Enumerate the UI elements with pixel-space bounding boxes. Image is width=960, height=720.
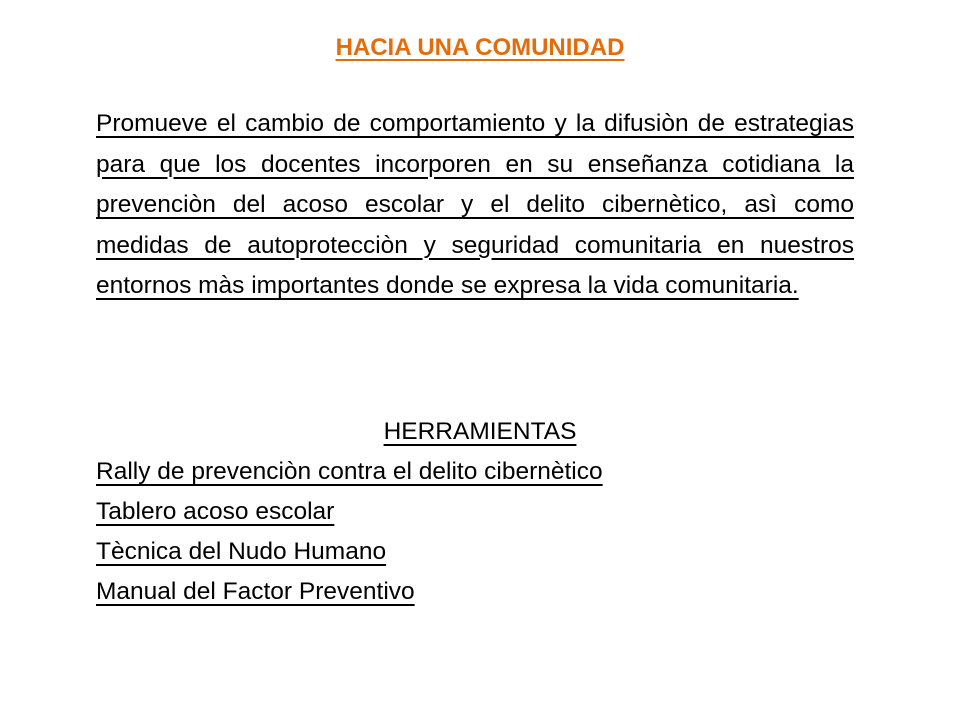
slide-title: HACIA UNA COMUNIDAD: [335, 34, 625, 61]
tool-item-nudo-humano: Tècnica del Nudo Humano: [96, 538, 387, 565]
tool-item-rally: Rally de prevenciòn contra el delito cibernètico: [96, 458, 603, 485]
tool-item-tablero: Tablero acoso escolar: [96, 498, 335, 525]
tool-item-manual: Manual del Factor Preventivo: [96, 578, 415, 605]
tools-heading: HERRAMIENTAS: [383, 418, 577, 445]
description-paragraph: Promueve el cambio de comportamiento y la difusiòn de estrategias para que los docentes incorporen en su enseñanza cotidiana la prevenciòn del acoso escolar y el delito cibernètico, asì como medidas de autoprotecciòn y seguridad comunitaria en nuestros entornos màs importantes donde se expresa la vida comunitaria.: [96, 110, 854, 299]
tools-list: [96, 452, 603, 612]
